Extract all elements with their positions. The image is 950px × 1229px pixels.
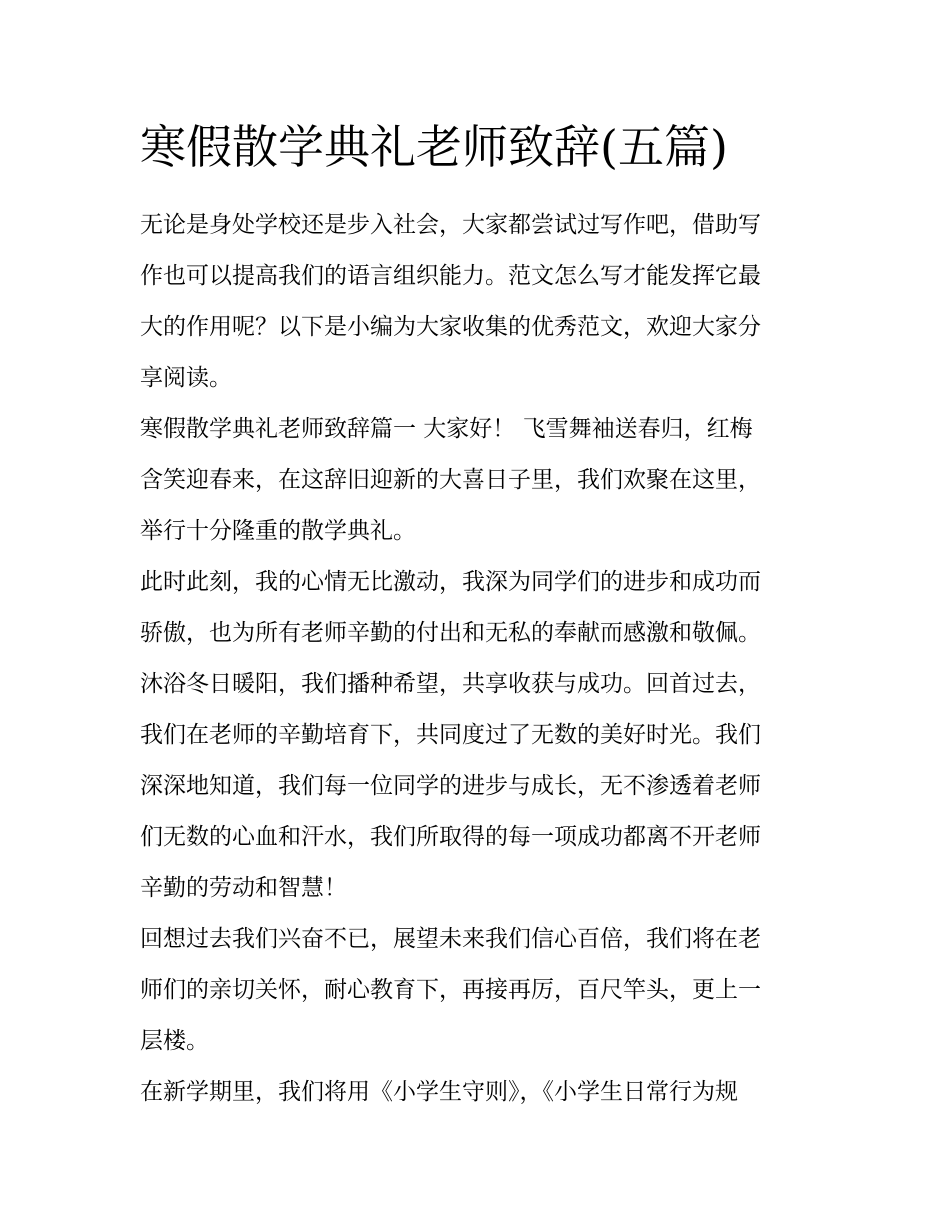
text-line: 们无数的心血和汗水，我们所取得的每一项成功都离不开老师 (140, 824, 761, 850)
text-line: 师们的亲切关怀，耐心教育下，再接再厉，百尺竿头，更上一 (140, 977, 761, 1003)
paragraph-reflection (140, 557, 815, 914)
text-line: 作也可以提高我们的语言组织能力。范文怎么写才能发挥它最 (140, 263, 761, 289)
document-body (140, 200, 815, 1118)
text-line: 无论是身处学校还是步入社会，大家都尝试过写作吧，借助写 (140, 212, 761, 238)
text-line: 大的作用呢？以下是小编为大家收集的优秀范文，欢迎大家分 (140, 314, 761, 340)
paragraph-greeting (140, 404, 815, 557)
text-line: 层楼。 (140, 1028, 209, 1054)
text-line: 沐浴冬日暖阳，我们播种希望，共享收获与成功。回首过去， (140, 671, 761, 697)
document-title: 寒假散学典礼老师致辞(五篇) (140, 120, 728, 174)
text-line: 深深地知道，我们每一位同学的进步与成长，无不渗透着老师 (140, 773, 761, 799)
text-line: 含笑迎春来，在这辞旧迎新的大喜日子里，我们欢聚在这里， (140, 467, 761, 493)
text-line: 回想过去我们兴奋不已，展望未来我们信心百倍，我们将在老 (140, 926, 761, 952)
paragraph-intro (140, 200, 815, 404)
text-line: 骄傲，也为所有老师辛勤的付出和无私的奉献而感激和敬佩。 (140, 620, 761, 646)
text-line: 辛勤的劳动和智慧！ (140, 875, 347, 901)
paragraph-new-term (140, 1067, 815, 1118)
text-line: 享阅读。 (140, 365, 232, 391)
text-line: 在新学期里，我们将用《小学生守则》，《小学生日常行为规 (140, 1079, 738, 1105)
text-line: 我们在老师的辛勤培育下，共同度过了无数的美好时光。我们 (140, 722, 761, 748)
paragraph-outlook (140, 914, 815, 1067)
text-line: 举行十分隆重的散学典礼。 (140, 518, 416, 544)
text-line: 此时此刻，我的心情无比激动，我深为同学们的进步和成功而 (140, 569, 761, 595)
text-line: 寒假散学典礼老师致辞篇一 大家好！ 飞雪舞袖送春归，红梅 (140, 416, 753, 442)
